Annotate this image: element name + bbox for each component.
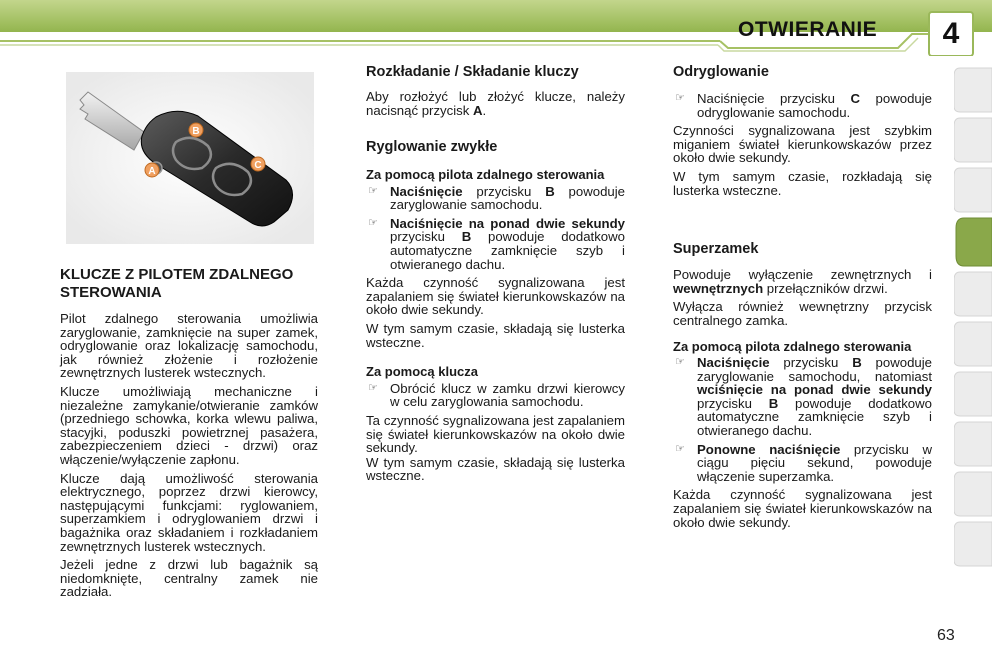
paragraph: Ta czynność sygnalizowana jest zapalaniem się świateł kierunkowskazów na około dwie sekundy. bbox=[366, 412, 625, 456]
pointing-hand-icon: ☞ bbox=[368, 184, 378, 197]
paragraph: Pilot zdalnego sterowania umożliwia zaryglowanie, zamknięcie na super zamek, odryglowanie oraz lokalizację samochodu, jak również złożenie i rozłożenie zewnętrznych lusterek wstecznych. bbox=[60, 311, 318, 381]
bullet-superlock-repeat: ☞ Ponowne naciśnięcie przycisku w ciągu pięciu sekund, powoduje włączenie superzamka. bbox=[675, 441, 933, 484]
column-2 bbox=[366, 64, 625, 488]
subheading-remote: Za pomocą pilota zdalnego sterowania bbox=[366, 167, 605, 183]
figure-label-a: A bbox=[148, 166, 156, 177]
subheading-remote: Za pomocą pilota zdalnego sterowania bbox=[673, 338, 912, 354]
figure-label-b: B bbox=[192, 126, 200, 137]
section-heading-unlocking: Odryglowanie bbox=[673, 64, 769, 80]
chapter-tab-6[interactable] bbox=[954, 322, 992, 366]
paragraph: Każda czynność sygnalizowana jest zapalaniem się świateł kierunkowskazów na około dwie sekundy. bbox=[673, 487, 932, 530]
bullet-key-turn: ☞ Obrócić klucz w zamku drzwi kierowcy w celu zaryglowania samochodu. bbox=[368, 380, 625, 410]
pointing-hand-icon: ☞ bbox=[675, 356, 685, 369]
remote-key-figure bbox=[66, 72, 314, 244]
chapter-tab-5[interactable] bbox=[954, 272, 992, 316]
bullet-lock-press: ☞ Naciśnięcie przycisku B powoduje zaryglowanie samochodu. bbox=[368, 183, 625, 213]
chapter-tab-1[interactable] bbox=[954, 68, 992, 112]
chapter-tab-10[interactable] bbox=[954, 522, 992, 566]
bullet-lock-long-press: ☞ Naciśnięcie na ponad dwie sekundy przycisku B powoduje dodatkowo automatyczne zamknięcie szyb i otwieranego dachu. bbox=[368, 215, 626, 272]
chapter-number: 4 bbox=[942, 17, 960, 50]
paragraph-fold: Aby rozłożyć lub złożyć klucze, należy nacisnąć przycisk A. bbox=[366, 89, 625, 118]
paragraph: W tym samym czasie, rozkładają się lusterka wsteczne. bbox=[673, 168, 932, 198]
bullet-superlock-press: ☞ Naciśnięcie przycisku B powoduje zaryglowanie samochodu, natomiast wciśnięcie na ponad dwie sekundy przycisku B powoduje dodatkowo automatyczne zamknięcie szyb i otwieranego dachu. bbox=[675, 355, 933, 438]
bullet-unlock-press: ☞ Naciśnięcie przycisku C powoduje odryglowanie samochodu. bbox=[675, 91, 932, 120]
chapter-title: OTWIERANIE bbox=[738, 18, 878, 41]
paragraph: Jeżeli jedne z drzwi lub bagażnik są niedomknięte, centralny zamek nie zadziała. bbox=[60, 557, 318, 600]
chapter-tab-8[interactable] bbox=[954, 422, 992, 466]
paragraph-superlock: Powoduje wyłączenie zewnętrznych i wewnętrznych przełączników drzwi. bbox=[673, 267, 932, 296]
page-number: 63 bbox=[937, 627, 955, 644]
paragraph: W tym samym czasie, składają się lusterka wsteczne. bbox=[366, 454, 625, 484]
pointing-hand-icon: ☞ bbox=[368, 216, 378, 229]
section-heading-locking: Ryglowanie zwykłe bbox=[366, 139, 498, 156]
paragraph: Klucze dają umożliwość sterowania elektrycznego, poprzez drzwi kierowcy, następującymi funkcjami: ryglowaniem, superzamkiem i odryglowaniem drzwi i bagażnika oraz składaniem i rozkładaniem zewnętrznych lusterek wstecznych. bbox=[60, 470, 318, 554]
paragraph: Czynności sygnalizowana jest szybkim miganiem świateł kierunkowskazów przez około dwie sekundy. bbox=[673, 123, 932, 166]
paragraph: Wyłącza również wewnętrzny przycisk centralnego zamka. bbox=[673, 299, 932, 328]
paragraph: Klucze umożliwiają mechaniczne i niezależne zamykanie/otwieranie zamków (przedniego schowka, korka wlewu paliwa, stacyjki, poduszki powietrznej pasażera, zabezpieczeniem dzieci - drzwi) oraz włączenie/wyłączenie zapłonu. bbox=[60, 383, 318, 467]
chapter-tab-2[interactable] bbox=[954, 118, 992, 162]
figure-label-c: C bbox=[254, 160, 262, 171]
section-heading-remote-keys: KLUCZE Z PILOTEM ZDALNEGO STEROWANIA bbox=[60, 266, 294, 301]
section-heading-fold: Rozkładanie / Składanie kluczy bbox=[366, 64, 579, 80]
paragraph: Każda czynność sygnalizowana jest zapalaniem się świateł kierunkowskazów na około dwie sekundy. bbox=[366, 275, 625, 318]
chapter-tab-3[interactable] bbox=[954, 168, 992, 212]
pointing-hand-icon: ☞ bbox=[368, 381, 378, 394]
chapter-tab-9[interactable] bbox=[954, 472, 992, 516]
paragraph: W tym samym czasie, składają się lusterka wsteczne. bbox=[366, 321, 625, 350]
chapter-tabs bbox=[954, 66, 992, 596]
column-3 bbox=[673, 64, 932, 534]
pointing-hand-icon: ☞ bbox=[675, 92, 685, 104]
pointing-hand-icon: ☞ bbox=[675, 442, 685, 455]
chapter-tab-4-active[interactable] bbox=[956, 218, 992, 266]
column-1 bbox=[60, 266, 318, 604]
section-heading-superlock: Superzamek bbox=[673, 241, 759, 258]
chapter-tab-7[interactable] bbox=[954, 372, 992, 416]
subheading-key: Za pomocą klucza bbox=[366, 364, 478, 380]
